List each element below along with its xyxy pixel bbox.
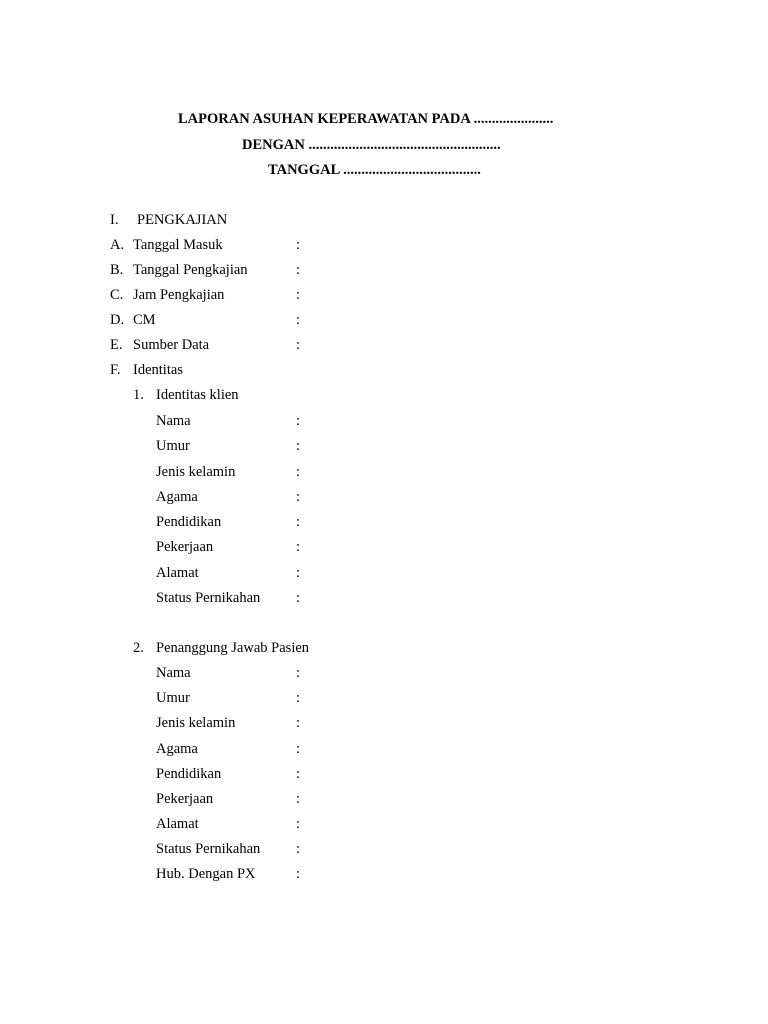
report-title: LAPORAN ASUHAN KEPERAWATAN PADA ...................... <box>178 111 554 127</box>
subsection-title: Penanggung Jawab Pasien <box>156 640 310 656</box>
field-row <box>156 563 356 583</box>
field-colon: : <box>296 565 301 581</box>
field-colon: : <box>296 866 301 882</box>
field-colon: : <box>296 741 301 757</box>
item-label: Jam Pengkajian <box>133 287 225 303</box>
field-row <box>156 713 356 733</box>
item-colon: : <box>296 262 301 278</box>
field-row <box>156 864 356 884</box>
field-label: Nama <box>156 413 191 429</box>
field-row <box>156 764 356 784</box>
field-row <box>156 588 356 608</box>
field-colon: : <box>296 766 301 782</box>
item-marker: F. <box>110 362 121 378</box>
field-label: Alamat <box>156 816 199 832</box>
subsection-heading <box>133 385 433 405</box>
section-number: I. <box>110 212 119 228</box>
item-marker: C. <box>110 287 124 303</box>
item-colon: : <box>296 237 301 253</box>
field-row <box>156 688 356 708</box>
field-label: Umur <box>156 690 190 706</box>
field-colon: : <box>296 690 301 706</box>
field-row <box>156 462 356 482</box>
field-row <box>156 814 356 834</box>
field-colon: : <box>296 489 301 505</box>
field-label: Jenis kelamin <box>156 464 236 480</box>
item-marker: D. <box>110 312 125 328</box>
field-row <box>156 512 356 532</box>
item-marker: E. <box>110 337 123 353</box>
field-label: Pekerjaan <box>156 791 214 807</box>
field-row <box>156 739 356 759</box>
report-subtitle-tanggal: TANGGAL ...................................... <box>268 162 481 178</box>
list-item <box>110 310 410 330</box>
list-item <box>110 235 410 255</box>
list-item <box>110 360 410 380</box>
item-colon: : <box>296 312 301 328</box>
field-label: Agama <box>156 741 198 757</box>
item-label: Tanggal Pengkajian <box>133 262 248 278</box>
field-row <box>156 436 356 456</box>
item-colon: : <box>296 287 301 303</box>
list-item <box>110 285 410 305</box>
field-colon: : <box>296 514 301 530</box>
field-label: Pekerjaan <box>156 539 214 555</box>
field-row <box>156 537 356 557</box>
item-marker: B. <box>110 262 124 278</box>
field-colon: : <box>296 816 301 832</box>
field-colon: : <box>296 841 301 857</box>
subsection-number: 1. <box>133 387 144 403</box>
field-row <box>156 839 356 859</box>
field-label: Status Pernikahan <box>156 590 261 606</box>
field-row <box>156 487 356 507</box>
report-subtitle-dengan: DENGAN ..................................................... <box>242 137 501 153</box>
field-row <box>156 663 356 683</box>
field-colon: : <box>296 438 301 454</box>
section-title: PENGKAJIAN <box>137 212 228 228</box>
list-item <box>110 260 410 280</box>
field-label: Alamat <box>156 565 199 581</box>
subsection-heading <box>133 638 433 658</box>
field-label: Status Pernikahan <box>156 841 261 857</box>
field-colon: : <box>296 464 301 480</box>
field-label: Pendidikan <box>156 514 222 530</box>
item-label: Tanggal Masuk <box>133 237 223 253</box>
list-item <box>110 335 410 355</box>
field-colon: : <box>296 413 301 429</box>
field-label: Agama <box>156 489 198 505</box>
subsection-number: 2. <box>133 640 144 656</box>
field-colon: : <box>296 665 301 681</box>
field-colon: : <box>296 791 301 807</box>
item-colon: : <box>296 337 301 353</box>
field-label: Nama <box>156 665 191 681</box>
item-label: Sumber Data <box>133 337 210 353</box>
item-marker: A. <box>110 237 125 253</box>
field-label: Umur <box>156 438 190 454</box>
item-label: Identitas <box>133 362 183 378</box>
field-colon: : <box>296 715 301 731</box>
field-label: Hub. Dengan PX <box>156 866 256 882</box>
field-label: Pendidikan <box>156 766 222 782</box>
field-label: Jenis kelamin <box>156 715 236 731</box>
subsection-title: Identitas klien <box>156 387 239 403</box>
item-label: CM <box>133 312 156 328</box>
field-colon: : <box>296 539 301 555</box>
field-row <box>156 789 356 809</box>
field-colon: : <box>296 590 301 606</box>
field-row <box>156 411 356 431</box>
